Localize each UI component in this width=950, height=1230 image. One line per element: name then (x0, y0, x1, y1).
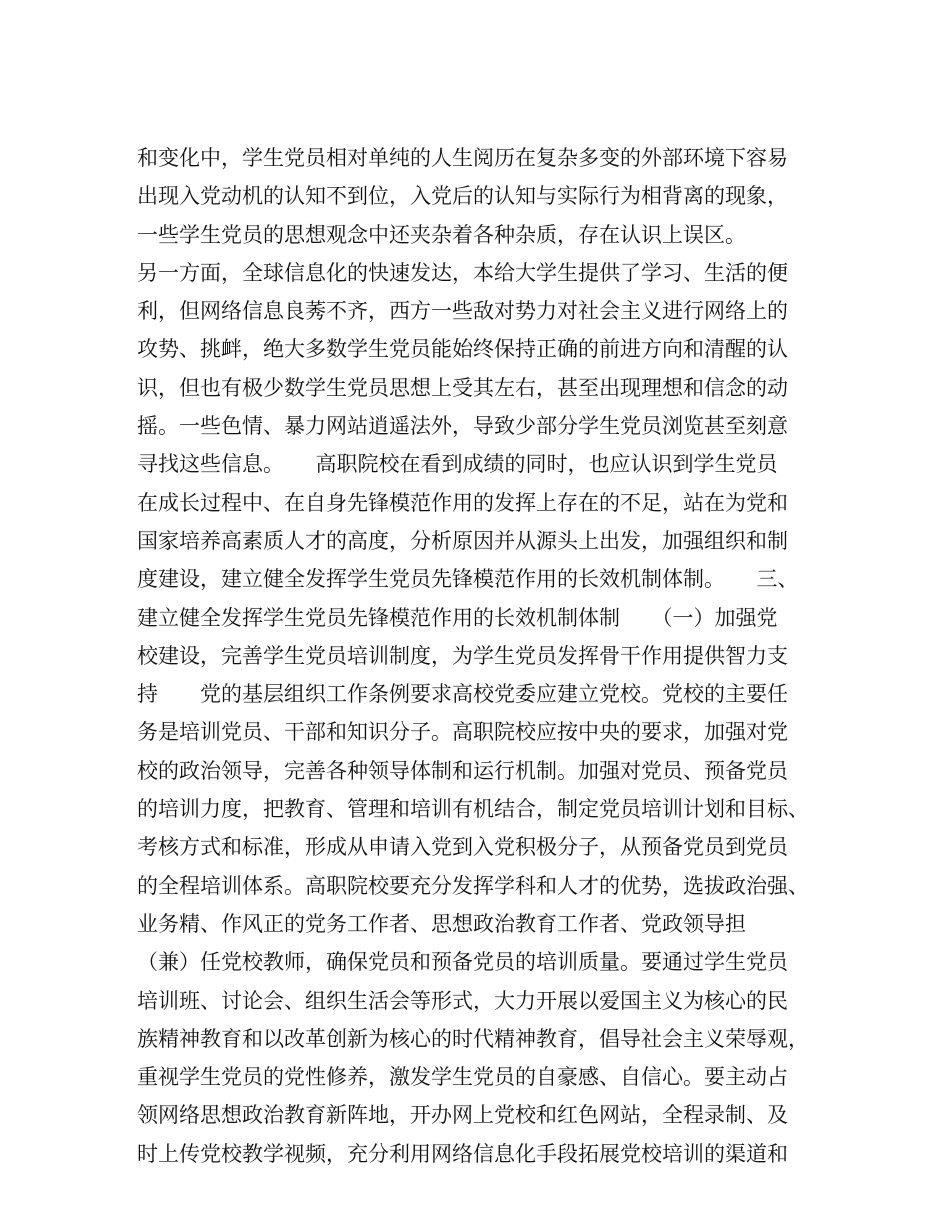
text-line: 校的政治领导，完善各种领导体制和运行机制。加强对党员、预备党员 (137, 758, 788, 783)
text-line: 重视学生党员的党性修养，激发学生党员的自豪感、自信心。要主动占 (137, 1065, 788, 1090)
text-line: 寻找这些信息。 高职院校在看到成绩的同时，也应认识到学生党员 (137, 452, 778, 477)
text-line: 务是培训党员、干部和知识分子。高职院校应按中央的要求，加强对党 (137, 720, 788, 745)
text-line: 度建设，建立健全发挥学生党员先锋模范作用的长效机制体制。 三、 (137, 567, 799, 592)
text-line: 另一方面，全球信息化的快速发达，本给大学生提供了学习、生活的便 (137, 260, 788, 285)
text-line: 识，但也有极少数学生党员思想上受其左右，甚至出现理想和信念的动 (137, 375, 788, 400)
body-text (137, 139, 827, 1173)
text-line: 一些学生党员的思想观念中还夹杂着各种杂质，存在认识上误区。 (137, 222, 746, 247)
text-line: 的全程培训体系。高职院校要充分发挥学科和人才的优势，选拔政治强、 (137, 873, 809, 898)
text-line: 培训班、讨论会、组织生活会等形式，大力开展以爱国主义为核心的民 (137, 988, 788, 1013)
text-line: 出现入党动机的认知不到位，入党后的认知与实际行为相背离的现象， (137, 184, 788, 209)
text-line: 国家培养高素质人才的高度，分析原因并从源头上出发，加强组织和制 (137, 528, 788, 553)
text-line: 时上传党校教学视频，充分利用网络信息化手段拓展党校培训的渠道和 (137, 1141, 788, 1166)
text-line: 攻势、挑衅，绝大多数学生党员能始终保持正确的前进方向和清醒的认 (137, 337, 788, 362)
text-line: 族精神教育和以改革创新为核心的时代精神教育，倡导社会主义荣辱观， (137, 1026, 809, 1051)
text-line: 和变化中，学生党员相对单纯的人生阅历在复杂多变的外部环境下容易 (137, 146, 788, 170)
text-line: （兼）任党校教师，确保党员和预备党员的培训质量。要通过学生党员 (137, 950, 788, 975)
text-line: 校建设，完善学生党员培训制度，为学生党员发挥骨干作用提供智力支 (137, 643, 788, 668)
text-line: 持 党的基层组织工作条例要求高校党委应建立党校。党校的主要任 (137, 682, 788, 707)
text-line: 考核方式和标准，形成从申请入党到入党积极分子，从预备党员到党员 (137, 835, 788, 860)
text-line: 业务精、作风正的党务工作者、思想政治教育工作者、党政领导担 (137, 911, 746, 936)
text-line: 的培训力度，把教育、管理和培训有机结合，制定党员培训计划和目标、 (137, 797, 809, 822)
text-line: 建立健全发挥学生党员先锋模范作用的长效机制体制 （一）加强党 (137, 605, 778, 630)
text-line: 在成长过程中、在自身先锋模范作用的发挥上存在的不足，站在为党和 (137, 490, 788, 515)
text-line: 摇。一些色情、暴力网站逍遥法外，导致少部分学生党员浏览甚至刻意 (137, 414, 788, 439)
text-line: 利，但网络信息良莠不齐，西方一些敌对势力对社会主义进行网络上的 (137, 299, 788, 324)
text-line: 领网络思想政治教育新阵地，开办网上党校和红色网站，全程录制、及 (137, 1103, 788, 1128)
